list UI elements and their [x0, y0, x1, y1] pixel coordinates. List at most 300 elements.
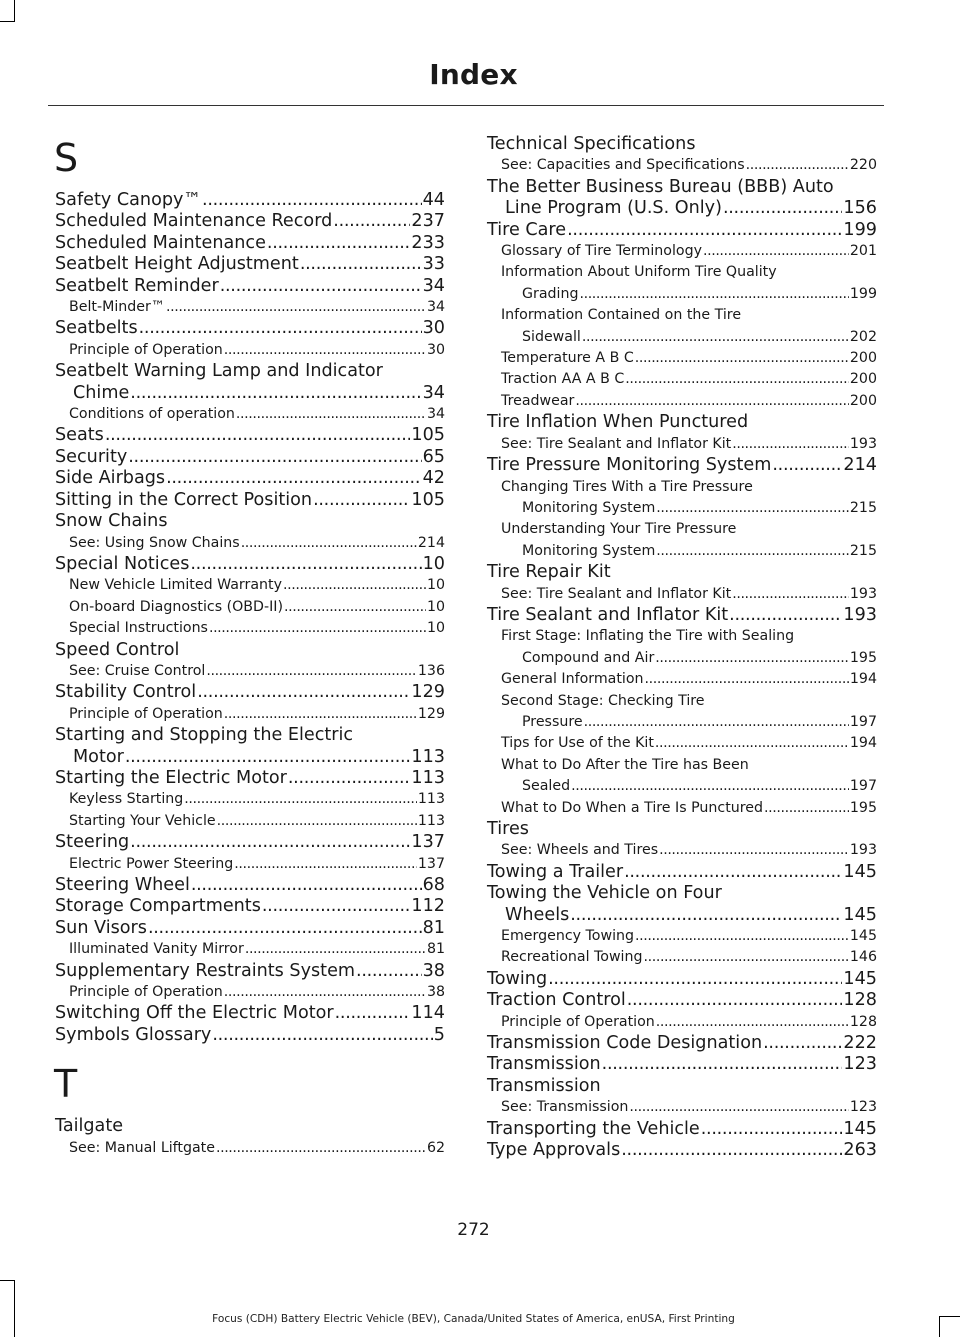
index-subentry[interactable] [55, 704, 445, 725]
page-ref[interactable]: 113 [411, 746, 445, 767]
dot-leader [645, 669, 849, 690]
dot-leader [635, 926, 849, 947]
index-entry[interactable] [55, 832, 445, 853]
dot-leader [729, 605, 842, 626]
dot-leader [209, 618, 426, 639]
index-subentry[interactable] [55, 575, 445, 596]
dot-leader [283, 575, 426, 596]
entry-text: Seatbelt Warning Lamp and Indicator [55, 361, 383, 382]
index-entry[interactable] [55, 447, 445, 468]
dot-leader [166, 468, 422, 489]
entry-text: Keyless Starting [69, 791, 184, 808]
entry-text: Emergency Towing [501, 928, 635, 945]
entry-text: Technical Specifications [487, 134, 696, 154]
page-ref[interactable]: 128 [843, 990, 877, 1011]
entry-text: See: Using Snow Chains [69, 534, 240, 551]
entry-text: Tire Inflation When Punctured [487, 412, 749, 433]
dot-leader [206, 661, 417, 682]
crop-mark [14, 1280, 15, 1337]
index-entry[interactable] [55, 490, 445, 511]
dot-leader [216, 1138, 426, 1159]
entry-text: Grading [522, 285, 579, 302]
section-letter: T [54, 1062, 78, 1107]
index-subentry[interactable] [487, 519, 877, 562]
entry-text: Principle of Operation [69, 984, 223, 1001]
index-entry[interactable] [55, 682, 445, 703]
page-ref[interactable]: 200 [849, 350, 877, 367]
index-entry[interactable] [487, 1076, 877, 1097]
page-ref[interactable]: 44 [422, 190, 445, 210]
index-entry[interactable] [55, 190, 445, 211]
entry-text: Sealed [522, 778, 571, 795]
page-ref[interactable]: 199 [843, 219, 877, 240]
index-entry[interactable] [487, 819, 877, 840]
page-ref[interactable]: 214 [843, 455, 877, 476]
page-ref[interactable]: 105 [411, 425, 445, 446]
page-ref[interactable]: 62 [426, 1139, 445, 1156]
page-ref[interactable]: 193 [849, 585, 877, 602]
page-ref[interactable]: 114 [411, 1003, 445, 1024]
page-ref[interactable]: 113 [417, 812, 445, 829]
entry-text: Transmission [487, 1075, 601, 1096]
index-subentry[interactable] [487, 669, 877, 690]
entry-text: See: Manual Liftgate [69, 1139, 215, 1156]
index-subentry[interactable] [487, 626, 877, 669]
page-ref[interactable]: 233 [411, 232, 445, 253]
page-ref[interactable]: 145 [843, 968, 877, 989]
index-subentry[interactable] [487, 434, 877, 455]
index-subentry[interactable] [487, 391, 877, 412]
entry-text: Principle of Operation [69, 705, 223, 722]
index-entry[interactable] [55, 554, 445, 575]
entry-text: Scheduled Maintenance [55, 232, 266, 253]
entry-text: Traction Control [487, 990, 626, 1011]
entry-text: See: Cruise Control [69, 662, 206, 679]
entry-text: Stability Control [55, 682, 197, 703]
dot-leader [627, 990, 843, 1011]
index-entry[interactable] [487, 220, 877, 241]
page-ref[interactable]: 65 [422, 446, 445, 467]
index-subentry[interactable] [55, 297, 445, 318]
page-ref[interactable]: 123 [849, 1099, 877, 1116]
index-entry[interactable] [55, 211, 445, 232]
page-ref[interactable]: 156 [843, 198, 877, 219]
dot-leader [335, 1003, 411, 1024]
page-ref[interactable]: 38 [422, 960, 445, 981]
dot-leader [732, 434, 849, 455]
entry-text: Line Program (U.S. Only) [505, 198, 722, 219]
entry-text: See: Wheels and Tires [501, 842, 659, 859]
page-ref[interactable]: 112 [411, 896, 445, 917]
entry-text: Seatbelt Reminder [55, 275, 219, 296]
dot-leader [567, 220, 842, 241]
entry-text: See: Capacities and Specifications [501, 157, 745, 174]
entry-text: Special Instructions [69, 620, 208, 637]
entry-text: Conditions of operation [69, 406, 235, 423]
dot-leader [746, 155, 849, 176]
entry-text: Steering [55, 832, 130, 853]
dot-leader [313, 490, 410, 511]
index-subentry[interactable] [487, 691, 877, 734]
entry-text: On-board Diagnostics (OBD-II) [69, 598, 283, 615]
entry-text: Second Stage: Checking Tire [501, 692, 705, 709]
entry-text: Principle of Operation [501, 1013, 655, 1030]
entry-text: See: Tire Sealant and Inflator Kit [501, 435, 732, 452]
page-ref[interactable]: 199 [849, 285, 877, 302]
page-ref[interactable]: 195 [849, 649, 877, 666]
index-subentry[interactable] [55, 982, 445, 1003]
page-ref[interactable]: 197 [849, 713, 877, 730]
page-ref[interactable]: 128 [849, 1013, 877, 1030]
index-column-left [55, 134, 445, 1159]
index-subentry[interactable] [487, 305, 877, 348]
dot-leader [262, 896, 411, 917]
index-entry[interactable] [55, 1003, 445, 1024]
dot-leader [245, 939, 426, 960]
page-ref[interactable]: 222 [843, 1033, 877, 1054]
entry-text: Starting Your Vehicle [69, 812, 216, 829]
index-subentry[interactable] [487, 733, 877, 754]
dot-leader [212, 1025, 432, 1046]
index-subentry[interactable] [55, 340, 445, 361]
dot-leader [571, 776, 849, 797]
dot-leader [659, 840, 849, 861]
entry-text: Safety Canopy™ [55, 190, 202, 210]
page-ref[interactable]: 10 [426, 577, 445, 594]
entry-text: General Information [501, 671, 644, 688]
index-entry[interactable] [55, 254, 445, 275]
dot-leader [772, 455, 842, 476]
index-entry[interactable] [55, 233, 445, 254]
entry-text: Transmission [487, 1054, 601, 1075]
index-entry[interactable] [55, 918, 445, 939]
entry-text: Illuminated Vanity Mirror [69, 941, 244, 958]
entry-text: Monitoring System [522, 542, 656, 559]
page-ref[interactable]: 10 [422, 553, 445, 574]
entry-text: Snow Chains [55, 511, 168, 532]
index-entry[interactable] [55, 318, 445, 339]
entry-text: See: Transmission [501, 1099, 629, 1116]
index-subentry[interactable] [487, 1097, 877, 1118]
dot-leader [655, 648, 849, 669]
entry-text: Towing [487, 968, 548, 989]
page-ref[interactable]: 113 [417, 791, 445, 808]
dot-leader [300, 254, 422, 275]
index-entry[interactable] [55, 1116, 445, 1137]
page-ref[interactable]: 237 [411, 211, 445, 232]
entry-text: Information About Uniform Tire Quality [501, 264, 777, 281]
entry-text: Tire Repair Kit [487, 562, 611, 583]
dot-leader [732, 584, 849, 605]
dot-leader [703, 241, 849, 262]
page-ref[interactable]: 38 [426, 984, 445, 1001]
dot-leader [202, 190, 422, 211]
entry-text: Type Approvals [487, 1140, 621, 1161]
entry-text: Special Notices [55, 553, 190, 574]
dot-leader [236, 404, 426, 425]
dot-leader [635, 348, 849, 369]
index-subentry[interactable] [55, 533, 445, 554]
entry-text: What to Do After the Tire has Been [501, 756, 749, 773]
index-subentry[interactable] [487, 155, 877, 176]
section-letter: S [54, 136, 79, 180]
entry-text: Transporting the Vehicle [487, 1118, 700, 1139]
page-ref[interactable]: 193 [843, 604, 877, 625]
page-ref[interactable]: 81 [426, 941, 445, 958]
dot-leader [764, 798, 849, 819]
entry-text: Sidewall [522, 328, 581, 345]
dot-leader [190, 554, 421, 575]
dot-leader [723, 198, 842, 219]
index-entry[interactable] [487, 1140, 877, 1161]
index-subentry[interactable] [55, 661, 445, 682]
index-entry[interactable] [55, 361, 445, 404]
page-ref[interactable]: 34 [422, 382, 445, 403]
page-ref[interactable]: 195 [849, 799, 877, 816]
entry-text: Tailgate [55, 1116, 124, 1137]
index-entry[interactable] [55, 875, 445, 896]
page-ref[interactable]: 201 [849, 243, 877, 260]
dot-leader [220, 276, 422, 297]
index-subentry[interactable] [487, 926, 877, 947]
index-subentry[interactable] [487, 1012, 877, 1033]
page-ref[interactable]: 215 [849, 499, 877, 516]
dot-leader [656, 1012, 849, 1033]
entry-text: Changing Tires With a Tire Pressure [501, 478, 753, 495]
crop-mark [0, 1280, 14, 1281]
index-entry[interactable] [55, 640, 445, 661]
index-entry[interactable] [487, 1119, 877, 1140]
dot-leader [224, 340, 426, 361]
dot-leader [234, 854, 417, 875]
index-subentry[interactable] [55, 939, 445, 960]
dot-leader [602, 1054, 843, 1075]
page-ref[interactable]: 145 [843, 861, 877, 882]
entry-text: Starting the Electric Motor [55, 767, 287, 788]
page-ref[interactable]: 68 [422, 875, 445, 895]
entry-text: What to Do When a Tire Is Punctured [501, 799, 764, 816]
dot-leader [575, 391, 849, 412]
index-subentry[interactable] [487, 584, 877, 605]
page-ref[interactable]: 214 [417, 534, 445, 551]
index-entry[interactable] [487, 177, 877, 220]
index-subentry[interactable] [487, 348, 877, 369]
page-ref[interactable]: 137 [417, 855, 445, 872]
entry-text: Information Contained on the Tire [501, 307, 742, 324]
dot-leader [197, 682, 410, 703]
page-ref[interactable]: 197 [849, 778, 877, 795]
dot-leader [128, 447, 421, 468]
entry-text: Speed Control [55, 639, 180, 660]
entry-text: Steering Wheel [55, 875, 190, 895]
page-ref[interactable]: 34 [426, 299, 445, 316]
dot-leader [224, 704, 417, 725]
index-subentry[interactable] [487, 241, 877, 262]
entry-text: Storage Compartments [55, 896, 261, 917]
dot-leader [217, 811, 417, 832]
index-entry[interactable] [55, 896, 445, 917]
entry-text: Security [55, 446, 128, 467]
entry-text: Tires [487, 819, 529, 839]
index-entry[interactable] [487, 862, 877, 883]
entry-text: Sun Visors [55, 917, 147, 938]
dot-leader [267, 233, 410, 254]
index-subentry[interactable] [487, 947, 877, 968]
index-entry[interactable] [55, 276, 445, 297]
index-entry[interactable] [55, 1025, 445, 1046]
dot-leader [184, 789, 417, 810]
entry-text: Glossary of Tire Terminology [501, 243, 702, 260]
page-ref[interactable]: 10 [426, 620, 445, 637]
index-entry[interactable] [487, 990, 877, 1011]
entry-text: Pressure [522, 713, 583, 730]
entry-text: Belt-Minder™ [69, 299, 166, 316]
page-ref[interactable]: 33 [422, 254, 445, 275]
index-subentry[interactable] [487, 369, 877, 390]
index-entry[interactable] [487, 1054, 877, 1075]
page-ref[interactable]: 129 [411, 682, 445, 703]
entry-text: Electric Power Steering [69, 855, 234, 872]
index-entry[interactable] [487, 455, 877, 476]
page-ref[interactable]: 105 [411, 489, 445, 510]
page-ref[interactable]: 10 [426, 598, 445, 615]
page-ref[interactable]: 263 [843, 1140, 877, 1161]
index-subentry[interactable] [55, 854, 445, 875]
page-ref[interactable]: 81 [422, 917, 445, 938]
entry-text: Understanding Your Tire Pressure [501, 521, 737, 538]
entry-text: Chime [73, 382, 130, 403]
page-ref[interactable]: 30 [426, 341, 445, 358]
index-entry[interactable] [55, 511, 445, 532]
index-subentry[interactable] [55, 789, 445, 810]
dot-leader [621, 1140, 842, 1161]
dot-leader [570, 905, 842, 926]
page-ref[interactable]: 5 [433, 1024, 445, 1045]
entry-text: Temperature A B C [501, 350, 634, 367]
page-ref[interactable]: 193 [849, 842, 877, 859]
page-ref[interactable]: 42 [422, 468, 445, 489]
entry-text: Side Airbags [55, 468, 166, 489]
index-subentry[interactable] [487, 840, 877, 861]
header-rule [48, 105, 884, 106]
page-ref[interactable]: 123 [843, 1054, 877, 1075]
page-ref[interactable]: 145 [843, 1118, 877, 1139]
index-subentry[interactable] [55, 1138, 445, 1159]
page-ref[interactable]: 34 [426, 406, 445, 423]
page-ref[interactable]: 200 [849, 371, 877, 388]
index-subentry[interactable] [487, 798, 877, 819]
page-ref[interactable]: 194 [849, 735, 877, 752]
entry-text: Tire Sealant and Inflator Kit [487, 604, 729, 625]
dot-leader [624, 862, 842, 883]
index-subentry[interactable] [55, 597, 445, 618]
index-entry[interactable] [55, 961, 445, 982]
page-ref[interactable]: 113 [411, 767, 445, 788]
dot-leader [333, 211, 410, 232]
index-entry[interactable] [55, 725, 445, 768]
index-entry[interactable] [55, 425, 445, 446]
index-subentry[interactable] [55, 618, 445, 639]
entry-text: Sitting in the Correct Position [55, 489, 313, 510]
dot-leader [582, 327, 849, 348]
dot-leader [644, 947, 849, 968]
index-entry[interactable] [487, 883, 877, 926]
dot-leader [148, 918, 422, 939]
entry-text: Seats [55, 425, 104, 446]
page-ref[interactable]: 136 [417, 662, 445, 679]
entry-text: Compound and Air [522, 649, 655, 666]
index-entry[interactable] [487, 605, 877, 626]
dot-leader [701, 1119, 843, 1140]
dot-leader [356, 961, 422, 982]
index-subentry[interactable] [487, 477, 877, 520]
page-ref[interactable]: 215 [849, 542, 877, 559]
index-entry[interactable] [487, 562, 877, 583]
entry-text: Wheels [505, 904, 570, 925]
dot-leader [139, 318, 422, 339]
dot-leader [584, 712, 849, 733]
index-entry[interactable] [487, 412, 877, 433]
page-ref[interactable]: 200 [849, 392, 877, 409]
entry-text: Principle of Operation [69, 341, 223, 358]
dot-leader [579, 284, 848, 305]
entry-text: Towing a Trailer [487, 861, 624, 882]
page-number: 272 [457, 1220, 490, 1240]
entry-text: Starting and Stopping the Electric [55, 725, 354, 746]
dot-leader [625, 369, 849, 390]
dot-leader [105, 425, 411, 446]
index-entry[interactable] [487, 134, 877, 155]
index-subentry[interactable] [55, 811, 445, 832]
crop-mark [14, 0, 15, 22]
index-entry[interactable] [487, 969, 877, 990]
index-entry[interactable] [487, 1033, 877, 1054]
page-ref[interactable]: 129 [417, 705, 445, 722]
entry-text: Tire Pressure Monitoring System [487, 455, 772, 476]
page-ref[interactable]: 137 [411, 832, 445, 853]
page-ref[interactable]: 202 [849, 328, 877, 345]
page-ref[interactable]: 145 [849, 928, 877, 945]
page-title: Index [429, 58, 518, 91]
dot-leader [656, 498, 849, 519]
page-ref[interactable]: 30 [422, 318, 445, 339]
entry-text: New Vehicle Limited Warranty [69, 577, 282, 594]
index-entry[interactable] [55, 468, 445, 489]
page-ref[interactable]: 220 [849, 157, 877, 174]
page-ref[interactable]: 193 [849, 435, 877, 452]
crop-mark [0, 21, 14, 22]
entry-text: Recreational Towing [501, 949, 643, 966]
index-subentry[interactable] [487, 755, 877, 798]
entry-text: First Stage: Inflating the Tire with Sealing [501, 628, 795, 645]
dot-leader [284, 597, 426, 618]
entry-text: See: Tire Sealant and Inflator Kit [501, 585, 732, 602]
entry-text: Towing the Vehicle on Four [487, 883, 722, 904]
page-ref[interactable]: 145 [843, 904, 877, 925]
dot-leader [191, 875, 422, 896]
entry-text: The Better Business Bureau (BBB) Auto [487, 176, 834, 197]
index-subentry[interactable] [487, 262, 877, 305]
index-column-right [487, 134, 877, 1162]
page-ref[interactable]: 146 [849, 949, 877, 966]
index-entry[interactable] [55, 768, 445, 789]
index-subentry[interactable] [55, 404, 445, 425]
entry-text: Traction AA A B C [501, 371, 625, 388]
entry-text: Tips for Use of the Kit [501, 735, 654, 752]
page-ref[interactable]: 34 [422, 275, 445, 296]
page-ref[interactable]: 194 [849, 671, 877, 688]
dot-leader [125, 747, 411, 768]
